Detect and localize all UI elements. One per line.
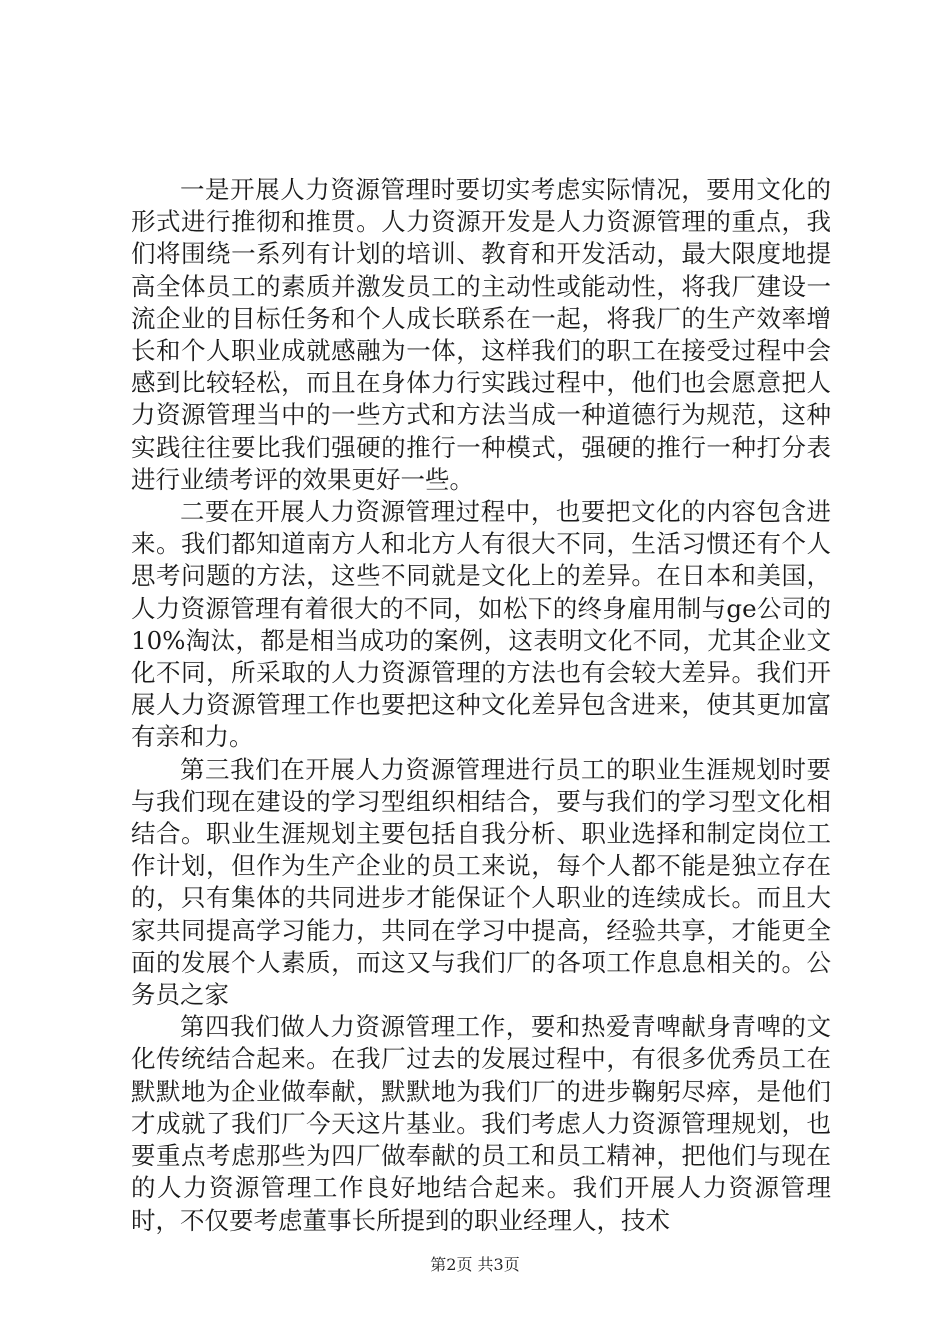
page-number-footer: 第2页 共3页 xyxy=(430,1255,520,1274)
document-body xyxy=(131,174,831,1237)
paragraph-1: 一是开展人力资源管理时要切实考虑实际情况，要用文化的形式进行推彻和推贯。人力资源开发是人力资源管理的重点，我们将围绕一系列有计划的培训、教育和开发活动，最大限度地提高全体员工的素质并激发员工的主动性或能动性，将我厂建设一流企业的目标任务和个人成长联系在一起，将我厂的生产效率增长和个人职业成就感融为一体，这样我们的职工在接受过程中会感到比较轻松，而且在身体力行实践过程中，他们也会愿意把人力资源管理当中的一些方式和方法当成一种道德行为规范，这种实践往往要比我们强硬的推行一种模式，强硬的推行一种打分表进行业绩考评的效果更好一些。 xyxy=(131,175,831,494)
paragraph-2: 二要在开展人力资源管理过程中，也要把文化的内容包含进来。我们都知道南方人和北方人有很大不同，生活习惯还有个人思考问题的方法，这些不同就是文化上的差异。在日本和美国，人力资源管理有着很大的不同，如松下的终身雇用制与ge公司的10%淘汰，都是相当成功的案例，这表明文化不同，尤其企业文化不同，所采取的人力资源管理的方法也有会较大差异。我们开展人力资源管理工作也要把这种文化差异包含进来，使其更加富有亲和力。 xyxy=(131,497,831,752)
paragraph-4: 第四我们做人力资源管理工作，要和热爱青啤献身青啤的文化传统结合起来。在我厂过去的发展过程中，有很多优秀员工在默默地为企业做奉献，默默地为我们厂的进步鞠躬尽瘁，是他们才成就了我们厂今天这片基业。我们考虑人力资源管理规划，也要重点考虑那些为四厂做奉献的员工和员工精神，把他们与现在的人力资源管理工作良好地结合起来。我们开展人力资源管理时，不仅要考虑董事长所提到的职业经理人，技术 xyxy=(131,1012,831,1235)
paragraph-3: 第三我们在开展人力资源管理进行员工的职业生涯规划时要与我们现在建设的学习型组织相结合，要与我们的学习型文化相结合。职业生涯规划主要包括自我分析、职业选择和制定岗位工作计划，但作为生产企业的员工来说，每个人都不能是独立存在的，只有集体的共同进步才能保证个人职业的连续成长。而且大家共同提高学习能力，共同在学习中提高，经验共享，才能更全面的发展个人素质，而这又与我们厂的各项工作息息相关的。公务员之家 xyxy=(131,754,831,1010)
